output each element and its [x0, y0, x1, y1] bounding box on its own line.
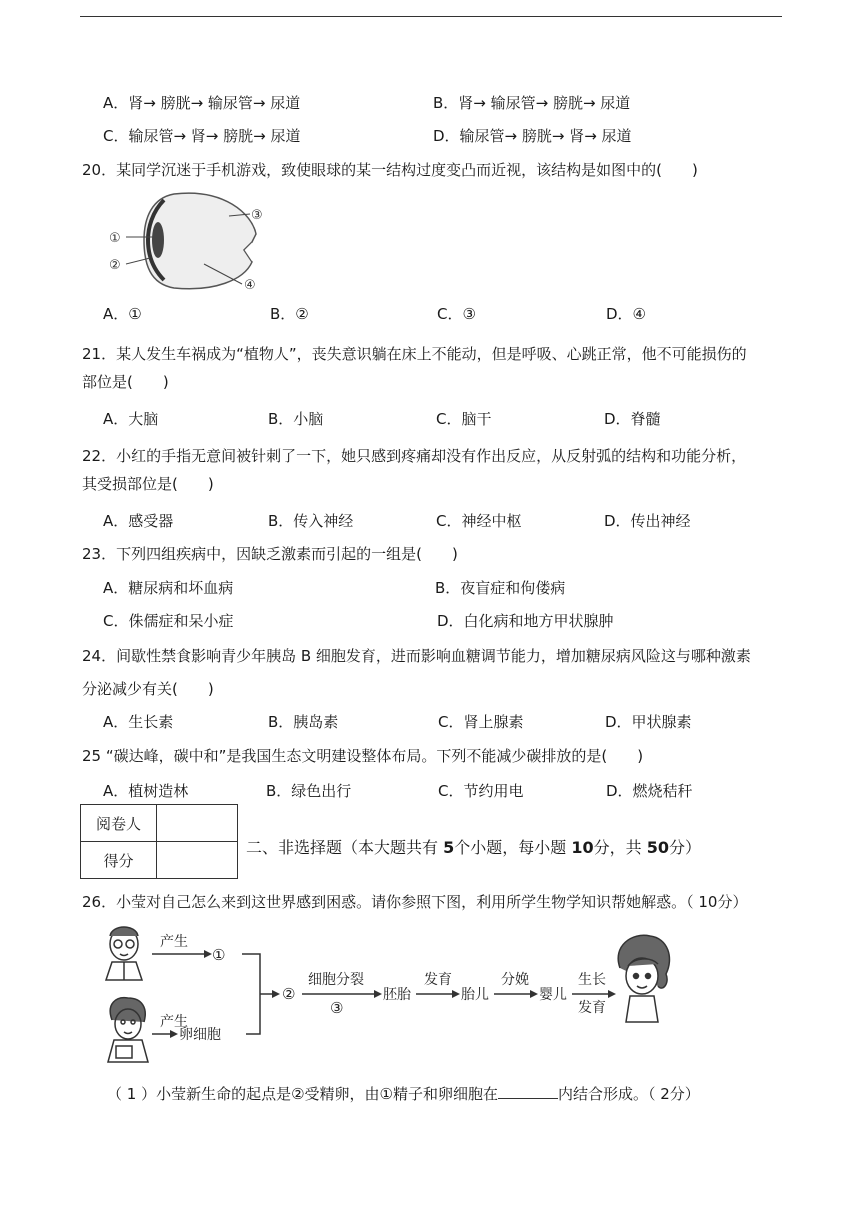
header-rule [80, 16, 782, 17]
q20-option-b[interactable]: B．② [270, 305, 309, 323]
q20-stem: 20．某同学沉迷于手机游戏，致使眼球的某一结构过度变凸而近视，该结构是如图中的( ) [82, 161, 698, 179]
q22-option-a[interactable]: A．感受器 [103, 512, 174, 530]
develop-label-1: 发育 [424, 972, 452, 988]
q26-stem: 26．小莹对自己怎么来到这世界感到困惑。请你参照下图，利用所学生物学知识帮她解惑。（ 10分） [82, 893, 748, 911]
q20-option-a[interactable]: A．① [103, 305, 142, 323]
q21-stem-line2: 部位是( ) [82, 373, 169, 391]
division-label: 细胞分裂 [308, 972, 364, 988]
q19-option-b[interactable]: B．肾→ 输尿管→ 膀胱→ 尿道 [433, 94, 631, 112]
produce-label-1: 产生 [160, 934, 188, 950]
q25-stem: 25 “碳达峰，碳中和”是我国生态文明建设整体布局。下列不能减少碳排放的是( ) [82, 747, 644, 765]
egg-cell-label: 卵细胞 [179, 1027, 221, 1043]
zygote-number: ② [282, 985, 296, 1003]
mother-icon [108, 998, 148, 1062]
q21-option-d[interactable]: D．脊髓 [604, 410, 661, 428]
q23-option-a[interactable]: A．糖尿病和坏血病 [103, 579, 234, 597]
q24-option-d[interactable]: D．甲状腺素 [605, 713, 692, 731]
birth-label: 分娩 [501, 972, 529, 988]
reviewer-label: 阅卷人 [81, 805, 157, 842]
q25-option-c[interactable]: C．节约用电 [438, 782, 524, 800]
eye-label-4: ④ [244, 278, 256, 293]
q25-option-a[interactable]: A．植树造林 [103, 782, 189, 800]
q25-option-b[interactable]: B．绿色出行 [266, 782, 352, 800]
q23-option-b[interactable]: B．夜盲症和佝偻病 [435, 579, 566, 597]
q23-option-c[interactable]: C．侏儒症和呆小症 [103, 612, 234, 630]
q24-stem-line1: 24．间歇性禁食影响青少年胰岛 B 细胞发育，进而影响血糖调节能力，增加糖尿病风险这与哪种激素 [82, 647, 751, 665]
score-table [80, 804, 238, 879]
q22-option-d[interactable]: D．传出神经 [604, 512, 691, 530]
q21-stem-line1: 21．某人发生车祸成为“植物人”，丧失意识躺在床上不能动，但是呼吸、心跳正常，他不可能损伤的 [82, 345, 747, 363]
q24-option-b[interactable]: B．胰岛素 [268, 713, 339, 731]
fetus-label: 胎儿 [461, 987, 489, 1003]
q23-stem: 23．下列四组疾病中，因缺乏激素而引起的一组是( ) [82, 545, 458, 563]
eye-diagram [104, 188, 270, 294]
score-cell[interactable] [157, 842, 238, 879]
baby-label: 婴儿 [539, 987, 567, 1003]
eye-label-2: ② [109, 258, 121, 273]
father-icon [106, 927, 142, 980]
q19-option-d[interactable]: D．输尿管→ 膀胱→ 肾→ 尿道 [433, 127, 632, 145]
q22-option-b[interactable]: B．传入神经 [268, 512, 354, 530]
eye-label-1: ① [109, 231, 121, 246]
q21-option-a[interactable]: A．大脑 [103, 410, 159, 428]
reproduction-diagram [102, 922, 672, 1067]
q21-option-b[interactable]: B．小脑 [268, 410, 324, 428]
q19-option-c[interactable]: C．输尿管→ 肾→ 膀胱→ 尿道 [103, 127, 301, 145]
girl-icon [618, 935, 669, 1022]
eye-label-3: ③ [251, 208, 263, 223]
q21-option-c[interactable]: C．脑干 [436, 410, 492, 428]
embryo-label: 胚胎 [383, 987, 411, 1003]
q25-option-d[interactable]: D．燃烧秸秆 [606, 782, 693, 800]
q19-option-a[interactable]: A．肾→ 膀胱→ 输尿管→ 尿道 [103, 94, 301, 112]
sperm-number: ① [212, 946, 226, 964]
q24-option-c[interactable]: C．肾上腺素 [438, 713, 524, 731]
q26-subquestion-1: （ 1 ）小莹新生命的起点是②受精卵，由①精子和卵细胞在 内结合形成。（ 2分） [107, 1085, 700, 1103]
q22-stem-line1: 22．小红的手指无意间被针刺了一下，她只感到疼痛却没有作出反应，从反射弧的结构和功能分析， [82, 447, 747, 465]
q22-stem-line2: 其受损部位是( ) [82, 475, 214, 493]
grow-label: 生长 [578, 972, 606, 988]
score-label: 得分 [81, 842, 157, 879]
q23-option-d[interactable]: D．白化病和地方甲状腺肿 [437, 612, 614, 630]
answer-blank[interactable] [498, 1084, 558, 1099]
reviewer-cell[interactable] [157, 805, 238, 842]
produce-label-2: 产生 [160, 1014, 188, 1030]
section-2-heading: 二、非选择题（本大题共有 5个小题，每小题 10分，共 50分） [246, 838, 701, 857]
q22-option-c[interactable]: C．神经中枢 [436, 512, 522, 530]
develop-label-2: 发育 [578, 1000, 606, 1016]
stage-3-number: ③ [330, 999, 344, 1017]
q24-stem-line2: 分泌减少有关( ) [82, 680, 214, 698]
q20-option-d[interactable]: D．④ [606, 305, 646, 323]
q24-option-a[interactable]: A．生长素 [103, 713, 174, 731]
q20-option-c[interactable]: C．③ [437, 305, 476, 323]
